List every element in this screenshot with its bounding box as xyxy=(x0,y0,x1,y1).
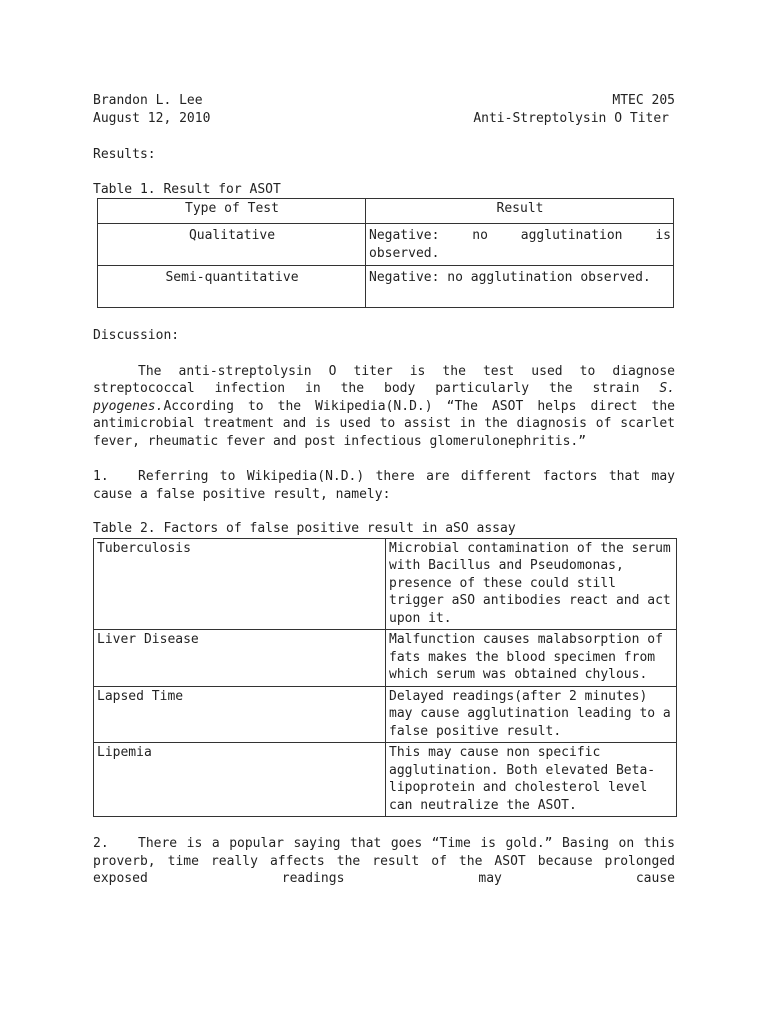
author-name: Brandon L. Lee xyxy=(93,93,203,108)
factor-cell: Tuberculosis xyxy=(94,538,386,630)
table-row xyxy=(98,266,674,308)
asot-result-table xyxy=(97,198,674,308)
factor-cell: Liver Disease xyxy=(94,630,386,687)
factor-description-cell: Delayed readings(after 2 minutes) may cause agglutination leading to a false positive result. xyxy=(386,686,677,743)
table-row xyxy=(98,224,674,266)
course-code: MTEC 205 xyxy=(612,93,675,108)
factor-cell: Lipemia xyxy=(94,743,386,817)
column-header-type: Type of Test xyxy=(98,199,366,224)
table2-caption: Table 2. Factors of false positive result in aSO assay xyxy=(93,521,516,536)
discussion-text-2: According to the Wikipedia(N.D.) “The ASOT helps direct the antimicrobial treatment and is used to assist in the diagnosis of scarlet fever, rheumatic fever and post infectious glomerulonephritis.” xyxy=(93,398,675,449)
document-page xyxy=(93,92,675,888)
false-positive-factors-table xyxy=(93,538,677,818)
discussion-text-1: The anti-streptolysin O titer is the test used to diagnose streptococcal infection in the body particularly the strain xyxy=(93,363,675,396)
column-header-result: Result xyxy=(366,199,674,224)
header-row-2 xyxy=(93,110,675,128)
test-type-cell: Qualitative xyxy=(98,224,366,266)
list-item-1 xyxy=(93,468,675,503)
table-row xyxy=(94,630,677,687)
table1-caption: Table 1. Result for ASOT xyxy=(93,181,281,197)
discussion-label: Discussion: xyxy=(93,328,180,343)
list-item-2 xyxy=(93,835,675,888)
table-header-row xyxy=(98,199,674,224)
species-name: S. pyogenes. xyxy=(93,381,675,414)
factor-cell: Lapsed Time xyxy=(94,686,386,743)
discussion-paragraph xyxy=(93,363,675,451)
list-number: 1. xyxy=(93,469,109,484)
test-result-cell: Negative: no agglutination is observed. xyxy=(366,224,674,266)
test-result-cell: Negative: no agglutination observed. xyxy=(366,266,674,308)
list-item-text: Referring to Wikipedia(N.D.) there are different factors that may cause a false positive result, namely: xyxy=(93,469,675,502)
results-label: Results: xyxy=(93,147,156,162)
table-row xyxy=(94,686,677,743)
report-title: Anti-Streptolysin O Titer xyxy=(473,110,669,126)
table-row xyxy=(94,743,677,817)
factor-description-cell: Malfunction causes malabsorption of fats makes the blood specimen from which serum was obtained chylous. xyxy=(386,630,677,687)
list-number: 2. xyxy=(93,836,109,851)
header-row-1 xyxy=(93,92,675,110)
factor-description-cell: This may cause non specific agglutination. Both elevated Beta-lipoprotein and cholesterol level can neutralize the ASOT. xyxy=(386,743,677,817)
list-item-text: There is a popular saying that goes “Time is gold.” Basing on this proverb, time really affects the result of the ASOT because prolonged exposed readings may cause xyxy=(93,836,675,886)
table-row xyxy=(94,538,677,630)
test-type-cell: Semi-quantitative xyxy=(98,266,366,308)
factor-description-cell: Microbial contamination of the serum with Bacillus and Pseudomonas, presence of these could still trigger aSO antibodies react and act upon it. xyxy=(386,538,677,630)
report-date: August 12, 2010 xyxy=(93,110,211,126)
